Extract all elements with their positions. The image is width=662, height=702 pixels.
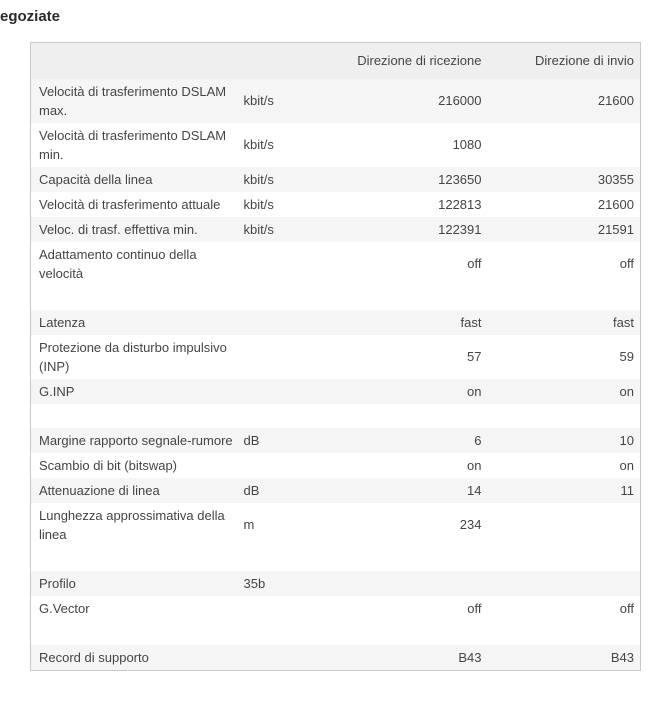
table-row [31, 453, 641, 478]
dsl-parameters-panel [30, 42, 641, 671]
parameter-unit [244, 335, 301, 379]
send-value: 21591 [482, 217, 641, 242]
table-row [31, 217, 641, 242]
table-section-latency [31, 310, 641, 404]
parameter-label: Velocità di trasferimento DSLAM max. [31, 79, 244, 123]
table-row [31, 645, 641, 671]
parameter-label: Veloc. di trasf. effettiva min. [31, 217, 244, 242]
send-value [482, 503, 641, 547]
table-row [31, 79, 641, 123]
receive-value: 6 [301, 428, 482, 453]
send-value: 59 [619, 349, 634, 364]
receive-value: 122813 [438, 196, 482, 212]
table-row [31, 428, 641, 453]
receive-value: 1080 [452, 137, 482, 152]
receive-value: 216000 [301, 79, 482, 123]
parameter-label: G.INP [31, 379, 244, 404]
table-row [31, 478, 641, 503]
parameter-unit: m [243, 517, 255, 532]
parameter-label: Velocità di trasferimento DSLAM min. [39, 127, 227, 162]
spacer-row [31, 286, 641, 310]
receive-value: on [301, 379, 482, 404]
page-title: egoziate [0, 8, 61, 25]
parameter-label: Attenuazione di linea [31, 478, 244, 503]
parameter-label: Adattamento continuo della velocità [39, 246, 197, 281]
parameter-unit [244, 242, 301, 286]
receive-value: 234 [459, 517, 482, 532]
receive-value: fast [301, 310, 482, 335]
column-header-send: Direzione di invio [482, 43, 641, 79]
parameter-unit: 35b [244, 571, 301, 596]
table-section-speeds [31, 79, 641, 286]
spacer-row [31, 404, 641, 428]
section-spacer [31, 621, 641, 645]
receive-value: on [467, 457, 482, 473]
receive-value: off [467, 256, 482, 271]
table-header-row [31, 43, 641, 79]
parameter-unit: kbit/s [243, 137, 274, 152]
table-section-signal [31, 428, 641, 547]
receive-value: 122391 [301, 217, 482, 242]
column-header-parameter [31, 43, 244, 79]
table-row [31, 192, 641, 217]
send-value [482, 571, 641, 596]
table-row [31, 335, 641, 379]
parameter-label: Latenza [31, 310, 244, 335]
spacer-row [31, 621, 641, 645]
table-row [31, 379, 641, 404]
parameter-label: Lunghezza approssimativa della linea [39, 507, 225, 542]
receive-value: B43 [301, 645, 482, 671]
send-value: 21600 [482, 79, 641, 123]
table-row [31, 503, 641, 547]
parameter-unit [244, 645, 301, 671]
spacer-row [31, 547, 641, 571]
receive-value: 57 [467, 349, 482, 364]
parameter-unit: kbit/s [244, 167, 301, 192]
send-value: off [619, 256, 634, 271]
column-header-receive: Direzione di ricezione [301, 43, 482, 79]
column-header-unit [244, 43, 301, 79]
parameter-unit: kbit/s [244, 217, 301, 242]
section-spacer [31, 404, 641, 428]
section-spacer [31, 547, 641, 571]
send-value: 10 [482, 428, 641, 453]
parameter-label: Velocità di trasferimento attuale [39, 196, 221, 212]
parameter-unit [244, 379, 301, 404]
table-section-support [31, 645, 641, 671]
parameter-label: Profilo [31, 571, 244, 596]
parameter-unit [244, 310, 301, 335]
dsl-parameters-table [30, 42, 641, 671]
send-value: on [482, 379, 641, 404]
receive-value [301, 571, 482, 596]
parameter-unit [244, 453, 301, 478]
send-value: on [619, 457, 634, 473]
parameter-unit: kbit/s [244, 79, 301, 123]
parameter-unit: kbit/s [243, 196, 274, 212]
parameter-label: Record di supporto [31, 645, 244, 671]
parameter-unit: dB [244, 478, 301, 503]
section-spacer [31, 286, 641, 310]
table-row [31, 123, 641, 167]
receive-value: off [467, 600, 482, 616]
send-value: 11 [482, 478, 641, 503]
table-row [31, 596, 641, 621]
parameter-label: Scambio di bit (bitswap) [39, 457, 177, 473]
send-value [482, 123, 641, 167]
parameter-label: Capacità della linea [31, 167, 244, 192]
parameter-unit [244, 596, 301, 621]
parameter-label: Protezione da disturbo impulsivo (INP) [39, 339, 227, 374]
send-value: 21600 [597, 196, 634, 212]
table-row [31, 167, 641, 192]
send-value: fast [482, 310, 641, 335]
send-value: 30355 [482, 167, 641, 192]
parameter-label: G.Vector [39, 600, 90, 616]
parameter-label: Margine rapporto segnale-rumore [31, 428, 244, 453]
receive-value: 14 [301, 478, 482, 503]
parameter-unit: dB [244, 428, 301, 453]
table-section-profile [31, 571, 641, 621]
table-row [31, 571, 641, 596]
table-row [31, 310, 641, 335]
send-value: off [619, 600, 634, 616]
receive-value: 123650 [301, 167, 482, 192]
send-value: B43 [482, 645, 641, 671]
table-row [31, 242, 641, 286]
